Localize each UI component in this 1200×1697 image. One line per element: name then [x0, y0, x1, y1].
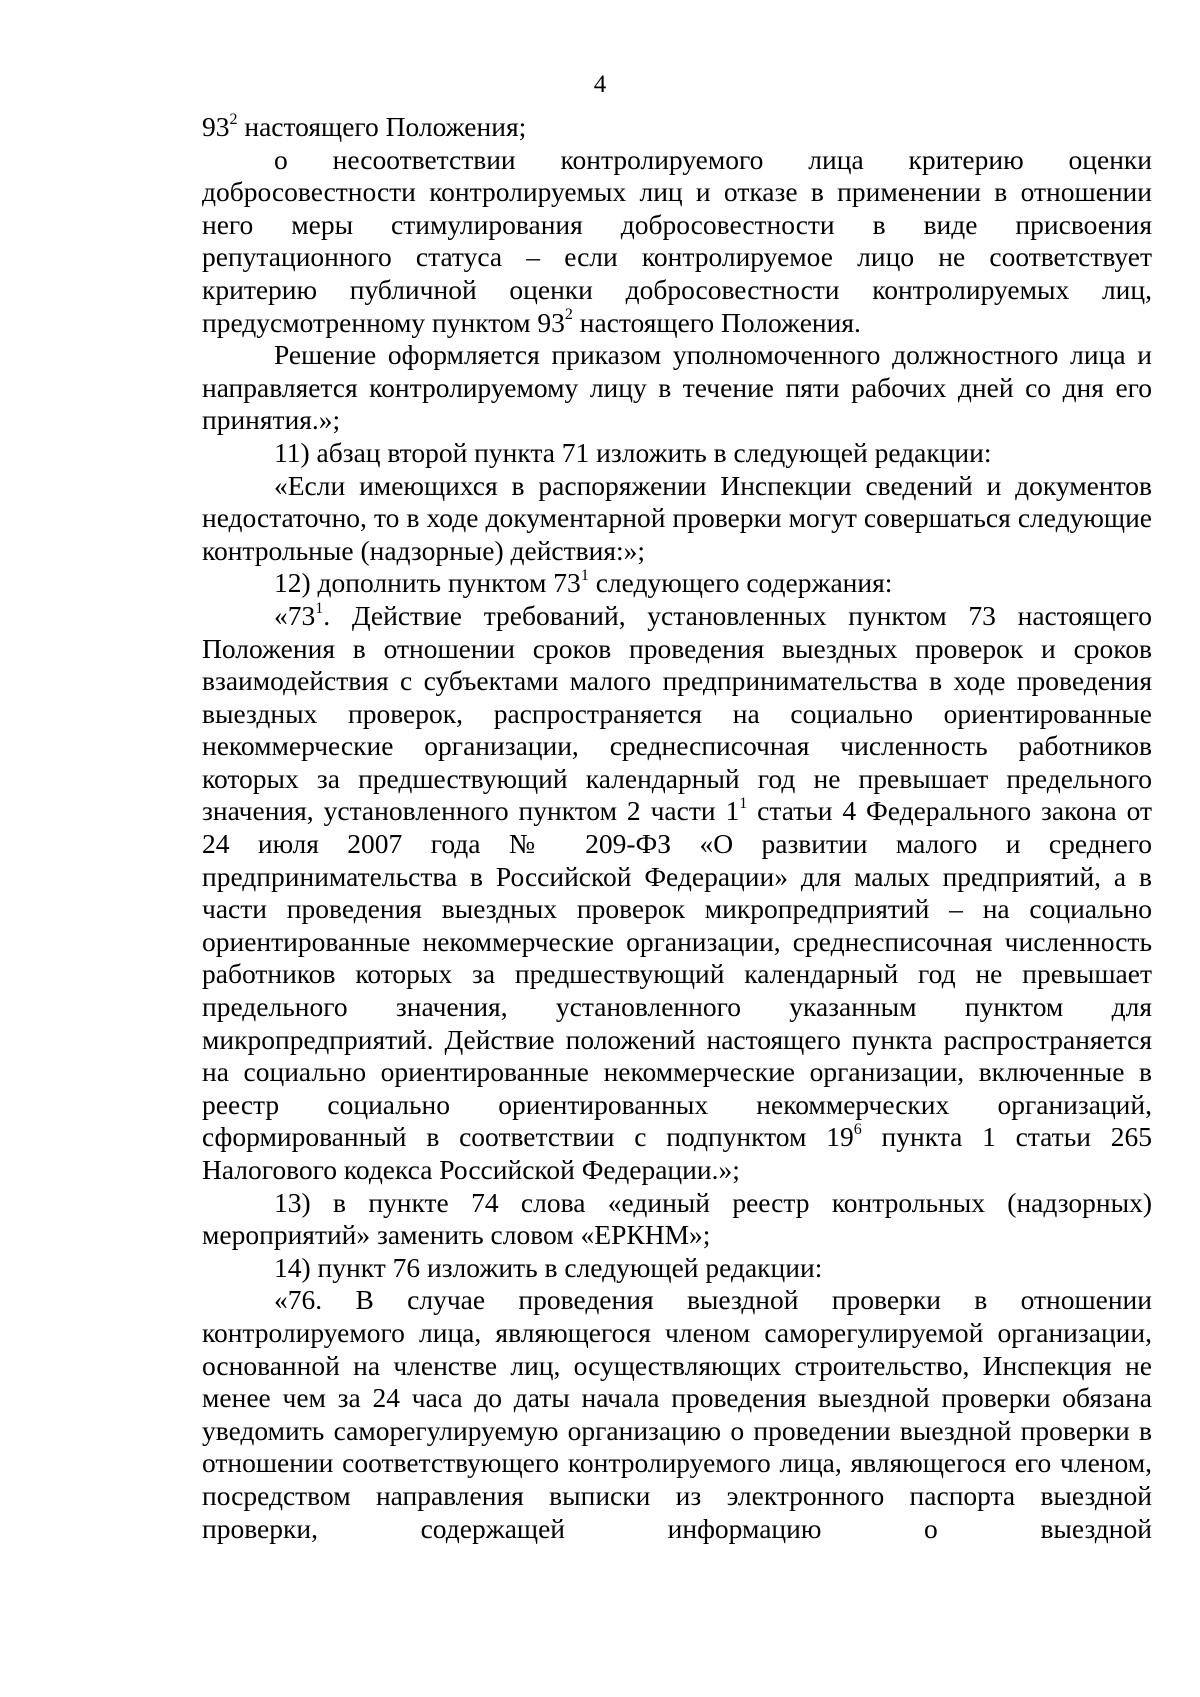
text-fragment: 12) дополнить пунктом 73 [274, 567, 581, 599]
text-fragment: «73 [274, 599, 316, 631]
paragraph-6 [202, 567, 1152, 600]
paragraph-5: «Если имеющихся в распоряжении Инспекции сведений и документов недостаточно, то в ходе документарной проверки могут совершаться следующие контрольные (надзорные) действия:»; [202, 469, 1152, 566]
superscript: 2 [564, 306, 573, 324]
text-fragment: 93 [202, 111, 230, 142]
paragraph-4: 11) абзац второй пункта 71 изложить в следующей редакции: [274, 436, 992, 468]
superscript: 6 [853, 1121, 862, 1139]
text-fragment: настоящего Положения. [572, 306, 861, 338]
paragraph-9: 14) пункт 76 изложить в следующей редакции: [274, 1251, 823, 1283]
text-fragment: . Действие требований, установленных пунктом 73 настоящего Положения в отношении сроков проведения выездных проверок и сроков взаимодействия с субъектами малого предпринимательства в ходе проведения выездных проверок, распространяется на социально ориентированные некоммерческие организации, среднесписочная численность работников которых за предшествующий календарный год не превышает предельного значения, установленного пунктом 2 части 1 [202, 599, 1152, 827]
page-number: 4 [593, 71, 607, 98]
superscript: 1 [739, 795, 748, 813]
paragraph-7 [202, 600, 1152, 1187]
text-fragment: о несоответствии контролируемого лица критерию оценки добросовестности контролируемых лиц и отказе в применении в отношении него меры стимулирования добросовестности в виде присвоения репутационного статуса – если контролируемое лицо не соответствует критерию публичной оценки добросовестности контролируемых лиц, предусмотренному пунктом 93 [202, 143, 1152, 338]
document-body [202, 111, 1152, 1545]
text-fragment: статьи 4 Федерального закона от 24 июля 2007 года № 209-ФЗ «О развитии малого и среднего предпринимательства в Российской Федерации» для малых предприятий, а в части проведения выездных проверок микропредприятий – на социально ориентированные некоммерческие организации, среднесписочная численность работников которых за предшествующий календарный год не превышает предельного значения, установленного указанным пунктом для микропредприятий. Действие положений настоящего пункта распространяется на социально ориентированные некоммерческие организации, включенные в реестр социально ориентированных некоммерческих организаций, сформированный в соответствии с подпунктом 19 [202, 795, 1153, 1153]
paragraph-8: 13) в пункте 74 слова «единый реестр контрольных (надзорных) мероприятий» заменить словом «ЕРКНМ»; [202, 1186, 1152, 1251]
superscript: 1 [315, 599, 324, 617]
paragraph-2 [202, 144, 1152, 340]
superscript: 2 [229, 110, 238, 128]
paragraph-10: «76. В случае проведения выездной проверки в отношении контролируемого лица, являющегося членом саморегулируемой организации, основанной на членстве лиц, осуществляющих строительство, Инспекция не менее чем за 24 часа до даты начала проведения выездной проверки обязана уведомить саморегулируемую организацию о проведении выездной проверки в отношении соответствующего контролируемого лица, являющегося его членом, посредством направления выписки из электронного паспорта выездной проверки, содержащей информацию о выездной [202, 1284, 1152, 1544]
paragraph-1 [202, 111, 1152, 144]
text-fragment: пункта 1 статьи 265 Налогового кодекса Российской Федерации.»; [202, 1121, 1152, 1185]
text-fragment: настоящего Положения; [237, 111, 527, 142]
paragraph-3: Решение оформляется приказом уполномоченного должностного лица и направляется контролируемому лицу в течение пяти рабочих дней со дня его принятия.»; [202, 339, 1152, 436]
text-fragment: следующего содержания: [588, 567, 893, 599]
superscript: 1 [580, 567, 589, 585]
